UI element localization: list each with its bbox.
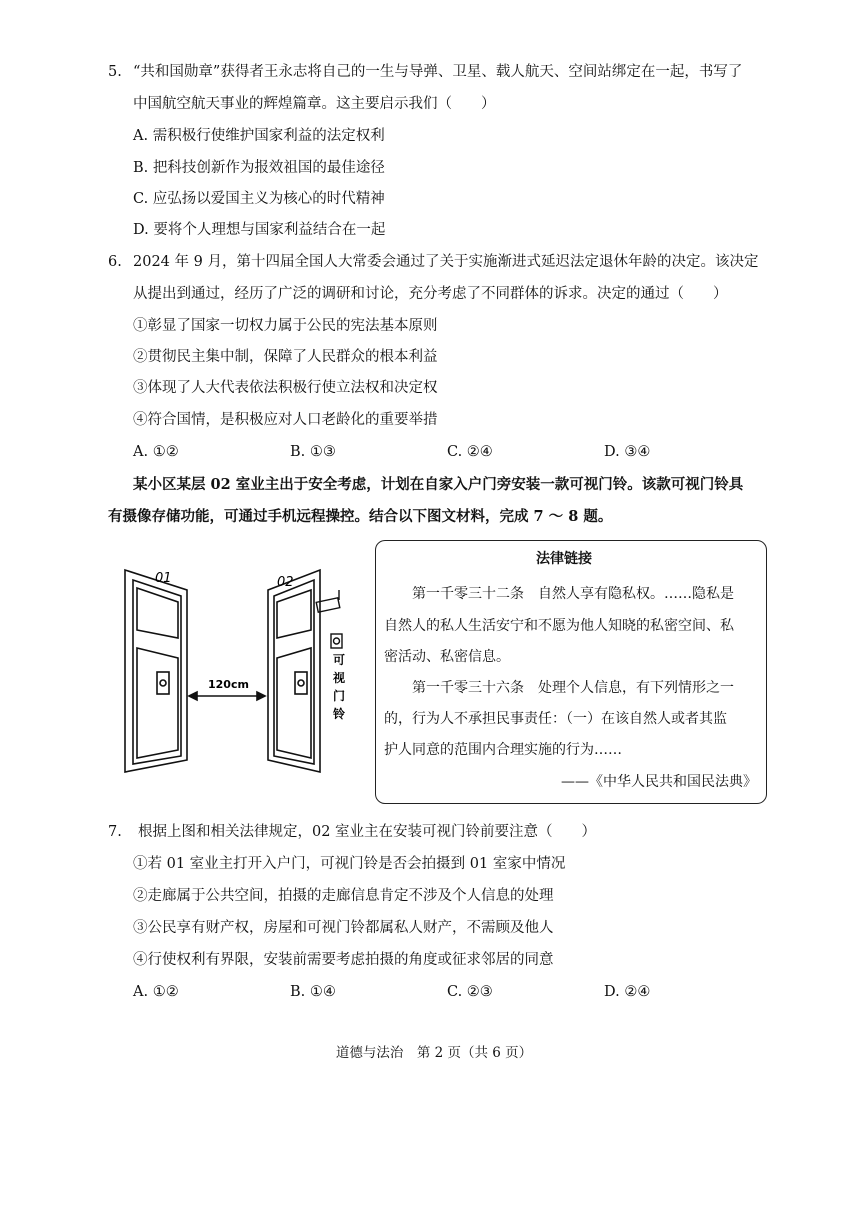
intro-line: 有摄像存储功能，可通过手机远程操控。结合以下图文材料，完成 7 ～ 8 题。: [108, 508, 613, 525]
door-01: [125, 570, 187, 772]
statement-1: ①若 01 室业主打开入户门，可视门铃是否会拍摄到 01 室家中情况: [133, 856, 566, 872]
question-stem: 2024 年 9 月，第十四届全国人大常委会通过了关于实施渐进式延迟法定退休年龄的决定。该决定: [133, 254, 759, 270]
law-text-line: 的，行为人不承担民事责任：（一）在该自然人或者其监: [384, 711, 727, 727]
option-c: C. 应弘扬以爱国主义为核心的时代精神: [133, 191, 385, 207]
choice-d: D. ③④: [604, 444, 651, 460]
door-01-label: 01: [155, 571, 172, 586]
distance-label: 120cm: [208, 678, 249, 691]
statement-3: ③体现了人大代表依法积极行使立法权和决定权: [133, 380, 438, 396]
page-footer: 道德与法治 第 2 页（共 6 页）: [335, 1045, 533, 1061]
choice-b: B. ①③: [290, 444, 336, 460]
doorbell-icon: [331, 634, 342, 648]
question-number: 5.: [108, 64, 122, 80]
question-stem: 从提出到通过，经历了广泛的调研和讨论，充分考虑了不同群体的诉求。决定的通过（ ）: [133, 286, 728, 302]
statement-3: ③公民享有财产权，房屋和可视门铃都属私人财产，不需顾及他人: [133, 920, 554, 936]
law-text-line: 自然人的私人生活安宁和不愿为他人知晓的私密空间、私: [384, 618, 734, 634]
option-b: B. 把科技创新作为报效祖国的最佳途径: [133, 160, 385, 176]
law-text-line: 第一千零三十六条 处理个人信息，有下列情形之一: [412, 680, 734, 696]
choice-a: A. ①②: [133, 984, 179, 1000]
law-text-line: 护人同意的范围内合理实施的行为……: [384, 742, 622, 758]
statement-4: ④行使权利有界限，安装前需要考虑拍摄的角度或征求邻居的同意: [133, 952, 554, 968]
doors-figure: [105, 560, 355, 780]
statement-1: ①彰显了国家一切权力属于公民的宪法基本原则: [133, 318, 438, 334]
question-stem: “共和国勋章”获得者王永志将自己的一生与导弹、卫星、载人航天、空间站绑定在一起，书写了: [133, 64, 743, 80]
statement-4: ④符合国情，是积极应对人口老龄化的重要举措: [133, 412, 438, 428]
law-box-title: 法律链接: [536, 551, 592, 567]
door-02-label: 02: [277, 575, 294, 590]
law-source: ——《中华人民共和国民法典》: [561, 774, 757, 790]
question-stem: 中国航空航天事业的辉煌篇章。这主要启示我们（ ）: [133, 96, 496, 112]
door-02: [268, 570, 320, 772]
choice-a: A. ①②: [133, 444, 179, 460]
question-stem: 根据上图和相关法律规定，02 室业主在安装可视门铃前要注意（ ）: [138, 824, 597, 840]
choice-b: B. ①④: [290, 984, 336, 1000]
statement-2: ②贯彻民主集中制，保障了人民群众的根本利益: [133, 349, 438, 365]
choice-c: C. ②③: [447, 984, 493, 1000]
law-text-line: 第一千零三十二条 自然人享有隐私权。……隐私是: [412, 586, 734, 602]
doorbell-label-char: 铃: [333, 707, 346, 721]
question-number: 6.: [108, 254, 122, 270]
intro-line: 某小区某层 02 室业主出于安全考虑，计划在自家入户门旁安装一款可视门铃。该款可视门铃具: [133, 476, 744, 493]
distance-arrow: [189, 692, 265, 700]
doorbell-label-char: 可: [333, 653, 346, 667]
doorbell-label-char: 视: [333, 671, 346, 685]
choice-c: C. ②④: [447, 444, 493, 460]
choice-d: D. ②④: [604, 984, 651, 1000]
option-a: A. 需积极行使维护国家利益的法定权利: [133, 128, 385, 144]
question-number: 7.: [108, 824, 122, 840]
doorbell-label-char: 门: [333, 689, 346, 703]
law-text-line: 密活动、私密信息。: [384, 649, 510, 665]
option-d: D. 要将个人理想与国家利益结合在一起: [133, 222, 386, 238]
statement-2: ②走廊属于公共空间，拍摄的走廊信息肯定不涉及个人信息的处理: [133, 888, 554, 904]
law-link-box: [375, 540, 767, 804]
